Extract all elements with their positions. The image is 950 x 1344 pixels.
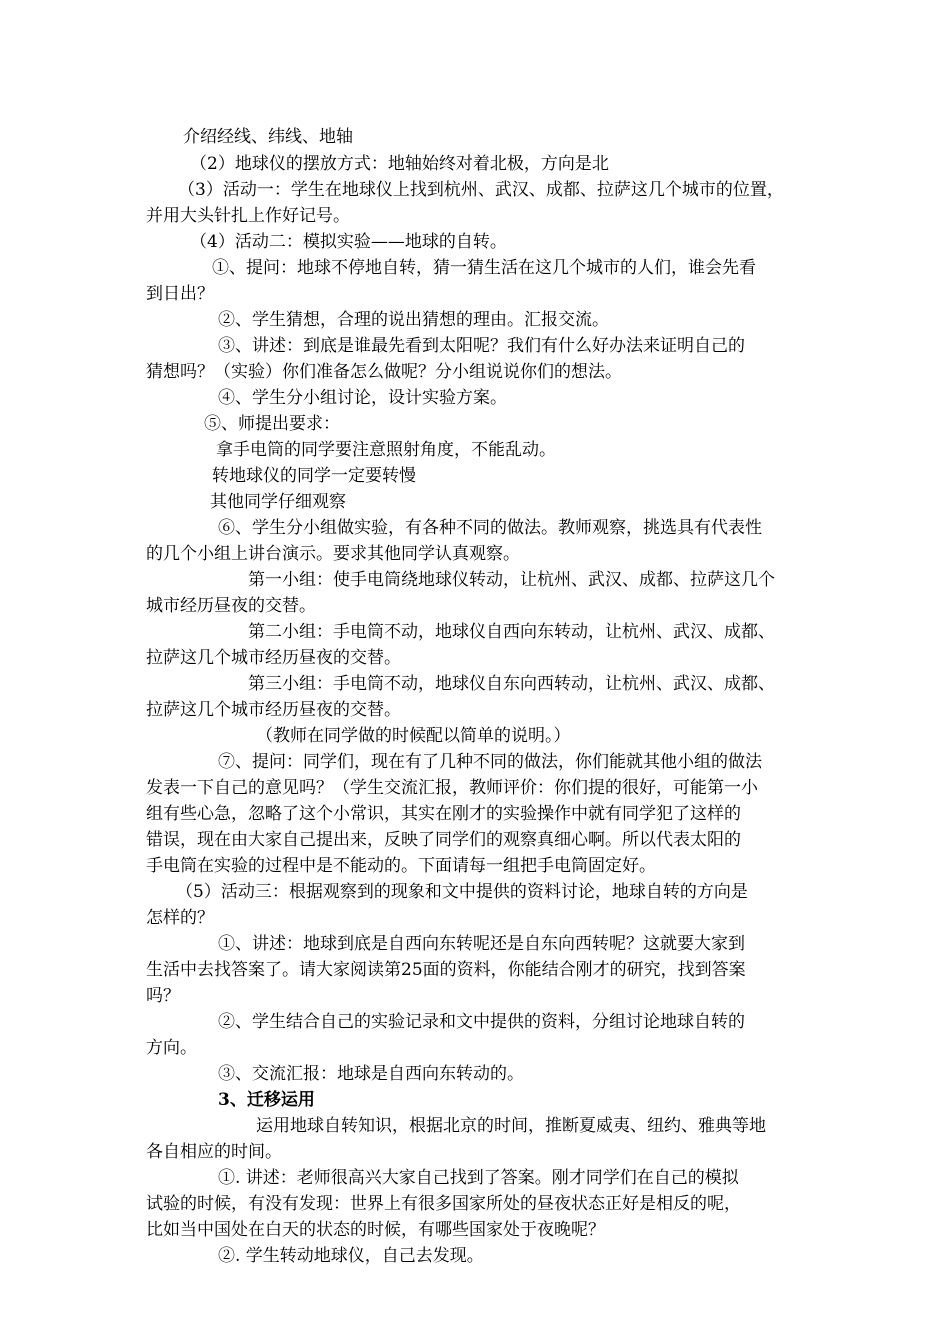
text-line: ⑦、提问：同学们，现在有了几种不同的做法，你们能就其他小组的做法: [218, 752, 762, 772]
text-line: 比如当中国处在白天的状态的时候，有哪些国家处于夜晚呢？: [146, 1220, 605, 1240]
text-line: ①. 讲述：老师很高兴大家自己找到了答案。刚才同学们在自己的模拟: [218, 1168, 739, 1188]
text-line: 手电筒在实验的过程中是不能动的。下面请每一组把手电筒固定好。: [146, 856, 656, 876]
text-line: 并用大头针扎上作好记号。: [146, 206, 350, 226]
text-line: 第一小组：使手电筒绕地球仪转动，让杭州、武汉、成都、拉萨这几个: [248, 570, 775, 590]
text-line: 城市经历昼夜的交替。: [146, 596, 316, 616]
text-line: ⑤、师提出要求：: [204, 414, 340, 434]
text-line: （4）活动二：模拟实验——地球的自转。: [190, 232, 507, 252]
section-heading: 3、迁移运用: [218, 1090, 315, 1110]
text-line: ③、讲述：到底是谁最先看到太阳呢？我们有什么好办法来证明自己的: [218, 336, 745, 356]
text-line: ①、讲述：地球到底是自西向东转呢还是自东向西转呢？这就要大家到: [218, 934, 745, 954]
text-line: 运用地球自转知识，根据北京的时间，推断夏威夷、纽约、雅典等地: [256, 1116, 766, 1136]
text-line: 各自相应的时间。: [146, 1142, 282, 1162]
text-line: 生活中去找答案了。请大家阅读第25面的资料，你能结合刚才的研究，找到答案: [146, 960, 746, 980]
text-line: 到日出？: [146, 284, 214, 304]
text-line: 猜想吗？（实验）你们准备怎么做呢？分小组说说你们的想法。: [146, 362, 622, 382]
text-line: ④、学生分小组讨论，设计实验方案。: [218, 388, 507, 408]
text-line: 错误，现在由大家自己提出来，反映了同学们的观察真细心啊。所以代表太阳的: [146, 830, 741, 850]
text-line: ③、交流汇报：地球是自西向东转动的。: [218, 1064, 524, 1084]
text-line: ②、学生结合自己的实验记录和文中提供的资料，分组讨论地球自转的: [218, 1012, 745, 1032]
text-line: （5）活动三：根据观察到的现象和文中提供的资料讨论，地球自转的方向是: [176, 882, 748, 902]
text-line: 组有些心急，忽略了这个小常识，其实在刚才的实验操作中就有同学犯了这样的: [146, 804, 741, 824]
text-line: 发表一下自己的意见吗？（学生交流汇报，教师评价：你们提的很好，可能第一小: [146, 778, 758, 798]
text-line: 其他同学仔细观察: [210, 492, 346, 512]
text-line: ②. 学生转动地球仪，自己去发现。: [218, 1246, 484, 1266]
text-line: 拉萨这几个城市经历昼夜的交替。: [146, 700, 401, 720]
text-line: 转地球仪的同学一定要转慢: [212, 466, 416, 486]
text-line: ①、提问：地球不停地自转，猜一猜生活在这几个城市的人们，谁会先看: [212, 258, 756, 278]
text-line: 怎样的？: [146, 908, 214, 928]
text-line: ⑥、学生分小组做实验，有各种不同的做法。教师观察，挑选具有代表性: [218, 518, 762, 538]
text-line: 介绍经线、纬线、地轴: [183, 127, 353, 147]
text-line: 第二小组：手电筒不动，地球仪自西向东转动，让杭州、武汉、成都、: [248, 622, 775, 642]
text-line: 吗？: [146, 986, 180, 1006]
text-line: 拿手电筒的同学要注意照射角度，不能乱动。: [216, 440, 556, 460]
text-line: ②、学生猜想，合理的说出猜想的理由。汇报交流。: [218, 310, 609, 330]
text-line: 方向。: [146, 1038, 197, 1058]
text-line: 第三小组：手电筒不动，地球仪自东向西转动，让杭州、武汉、成都、: [248, 674, 775, 694]
text-line: （2）地球仪的摆放方式：地轴始终对着北极，方向是北: [190, 154, 609, 174]
text-line: 的几个小组上讲台演示。要求其他同学认真观察。: [146, 544, 520, 564]
text-line: （教师在同学做的时候配以简单的说明。）: [256, 726, 571, 746]
text-line: 拉萨这几个城市经历昼夜的交替。: [146, 648, 401, 668]
text-line: （3）活动一：学生在地球仪上找到杭州、武汉、成都、拉萨这几个城市的位置，: [178, 180, 784, 200]
text-line: 试验的时候，有没有发现：世界上有很多国家所处的昼夜状态正好是相反的呢，: [146, 1194, 741, 1214]
